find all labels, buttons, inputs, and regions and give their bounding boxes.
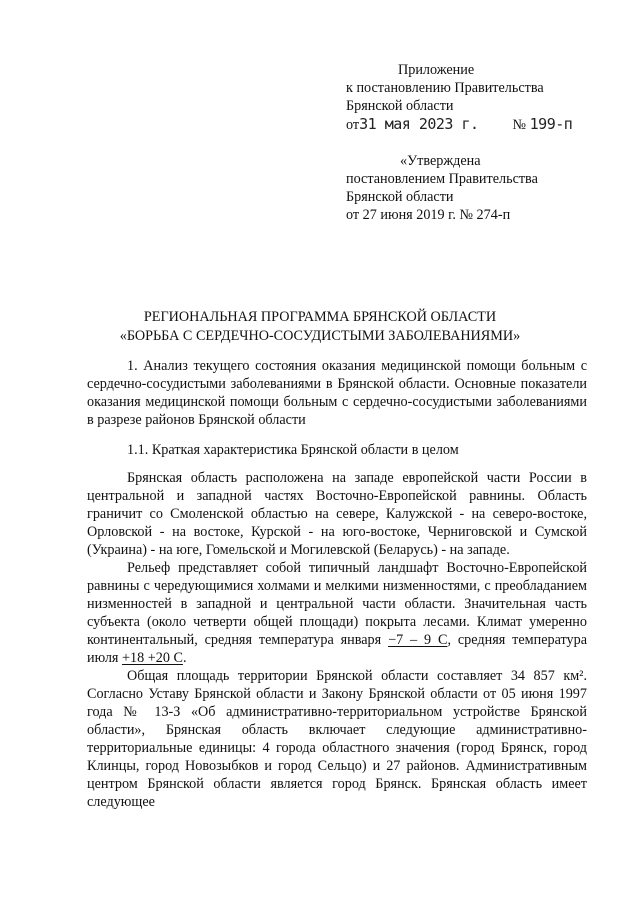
document-title bbox=[0, 308, 640, 346]
handwritten-number: 199-п bbox=[529, 115, 573, 133]
appendix-line-1: к постановлению Правительства bbox=[346, 80, 544, 96]
january-temperature: −7 – 9 С bbox=[388, 632, 448, 648]
appendix-header bbox=[346, 61, 616, 224]
paragraph-relief: Рельеф представляет собой типичный ландшафт Восточно-Европейской равнины с чередующимися холмами и мелкими низменностями, с преобладанием низменностей в западной и центральной части области. Значительная часть субъекта (около четверти общей площади) покрыта лесами. Климат умеренно континентальный, средняя температура января −7 – 9 С, средняя температура июля +18 +20 С. bbox=[87, 560, 588, 666]
approval-line-1: «Утверждена bbox=[400, 153, 481, 169]
appendix-title: Приложение bbox=[398, 62, 475, 78]
paragraph-geography: Брянская область расположена на западе европейской части России в центральной и западной частях Восточно-Европейской равнины. Область граничит со Смоленской областью на севере, Калужской - на северо-востоке, Орловской - на востоке, Курской - на юго-востоке, Черниговской и Сумской (Украина) - на юге, Гомельской и Могилевской (Беларусь) - на западе. bbox=[87, 470, 587, 558]
number-prefix: № bbox=[512, 117, 527, 133]
subsection-heading: 1.1. Краткая характеристика Брянской области в целом bbox=[127, 442, 459, 458]
title-line-2: «БОРЬБА С СЕРДЕЧНО-СОСУДИСТЫМИ ЗАБОЛЕВАНИЯМИ» bbox=[119, 328, 521, 344]
july-temperature: +18 +20 С bbox=[122, 650, 183, 666]
paragraph-territory: Общая площадь территории Брянской области составляет 34 857 км². Согласно Уставу Брянской области и Закону Брянской области от 05 июня 1997 года № 13-З «Об административно-территориальном устройстве Брянской области», Брянская область включает следующие административно-территориальные единицы: 4 города областного значения (город Брянск, город Клинцы, город Новозыбков и город Сельцо) и 27 районов. Административным центром Брянской области является город Брянск. Брянская область имеет следующее bbox=[87, 668, 587, 810]
date-prefix: от bbox=[346, 117, 360, 133]
approval-line-4: от 27 июня 2019 г. № 274-п bbox=[346, 207, 511, 223]
title-line-1: РЕГИОНАЛЬНАЯ ПРОГРАММА БРЯНСКОЙ ОБЛАСТИ bbox=[143, 309, 497, 325]
section-1-heading: 1. Анализ текущего состояния оказания медицинской помощи больным с сердечно-сосудистыми заболеваниями в Брянской области. Основные показатели оказания медицинской помощи больным с сердечно-сосудистыми заболеваниями в разрезе районов Брянской области bbox=[87, 358, 587, 428]
approval-line-3: Брянской области bbox=[346, 189, 454, 205]
handwritten-date: 31 мая 2023 г. bbox=[359, 115, 479, 133]
appendix-date-line bbox=[346, 115, 616, 133]
document-body bbox=[87, 357, 587, 811]
approval-line-2: постановлением Правительства bbox=[346, 171, 538, 187]
appendix-line-2: Брянской области bbox=[346, 98, 454, 114]
